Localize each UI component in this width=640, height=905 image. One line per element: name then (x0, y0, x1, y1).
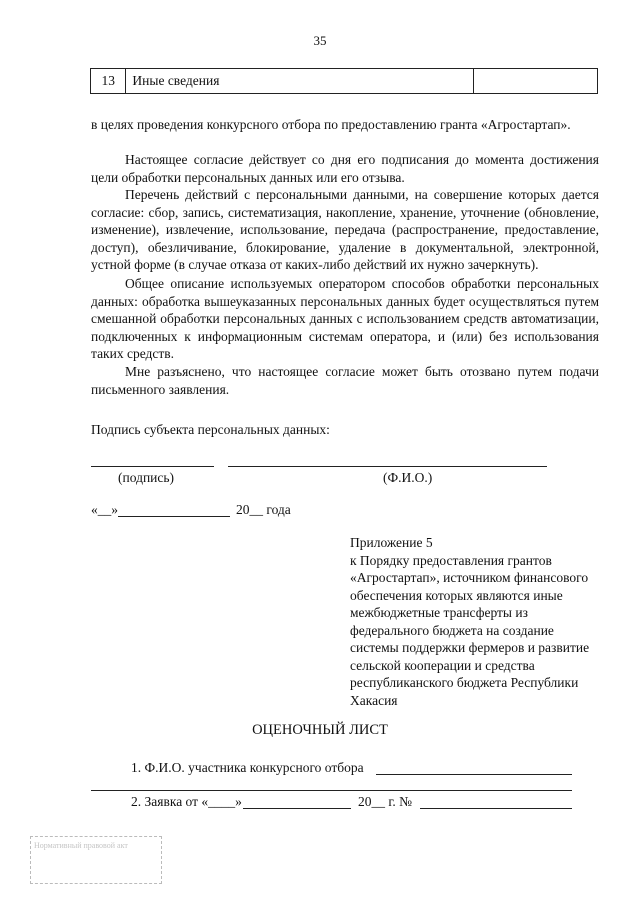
annex-block (350, 534, 600, 709)
registry-stamp: Нормативный правовой акт (30, 836, 162, 884)
page-number: 35 (313, 33, 327, 48)
application-month-line[interactable] (243, 808, 351, 809)
row-number: 13 (91, 69, 126, 94)
paragraph-actions: Перечень действий с персональными данными, на совершение которых дается согласие: сбор, запись, систематизация, накопление, хранение, уточнение (обновление, изменение), извлечение, использование, передача (распространение, предоставление, доступ), обезличивание, блокирование, удаление в документальной, электронной, устной форме (в случае отказа от каких-либо действий их нужно зачеркнуть). (91, 187, 599, 272)
row-value-cell (473, 69, 598, 94)
application-year: 20__ г. № (358, 794, 413, 809)
date-day: «__» (91, 502, 118, 517)
sheet-title: ОЦЕНОЧНЫЙ ЛИСТ (252, 722, 388, 738)
participant-label: 1. Ф.И.О. участника конкурсного отбора (131, 760, 364, 775)
paragraph-purpose: в целях проведения конкурсного отбора по предоставлению гранта «Агростартап». (91, 117, 571, 132)
application-number-line[interactable] (420, 808, 572, 809)
participant-continuation-line[interactable] (91, 790, 572, 791)
signature-line[interactable] (91, 466, 214, 467)
info-table (90, 68, 598, 94)
participant-input-line[interactable] (376, 774, 572, 775)
date-year: 20__ года (236, 502, 291, 517)
paragraph-revocation: Мне разъяснено, что настоящее согласие может быть отозвано путем подачи письменного заявления. (91, 364, 599, 397)
signature-caption: (подпись) (118, 470, 175, 485)
paragraph-processing: Общее описание используемых оператором способов обработки персональных данных: обработка вышеуказанных персональных данных будет осуществляться путем смешанной обработки персональных данных с использованием средств автоматизации, подключенных к информационным системам оператора, и (или) без использования таких средств. (91, 276, 599, 361)
table-row (91, 69, 598, 94)
name-line[interactable] (228, 466, 547, 467)
signature-heading: Подпись субъекта персональных данных: (91, 422, 330, 437)
row-label: Иные сведения (126, 69, 473, 94)
date-month-line[interactable] (118, 516, 230, 517)
name-caption: (Ф.И.О.) (383, 470, 433, 485)
application-label: 2. Заявка от «____» (131, 794, 242, 809)
annex-title: Приложение 5 (350, 535, 433, 550)
paragraph-validity: Настоящее согласие действует со дня его подписания до момента достижения цели обработки персональных данных или его отзыва. (91, 152, 599, 185)
annex-text: к Порядку предоставления грантов «Агростартап», источником финансового обеспечения которых являются иные межбюджетные трансферты из федерального бюджета на создание системы поддержки фермеров и развитие сельской кооперации и средства республиканского бюджета Республики Хакасия (350, 552, 590, 708)
